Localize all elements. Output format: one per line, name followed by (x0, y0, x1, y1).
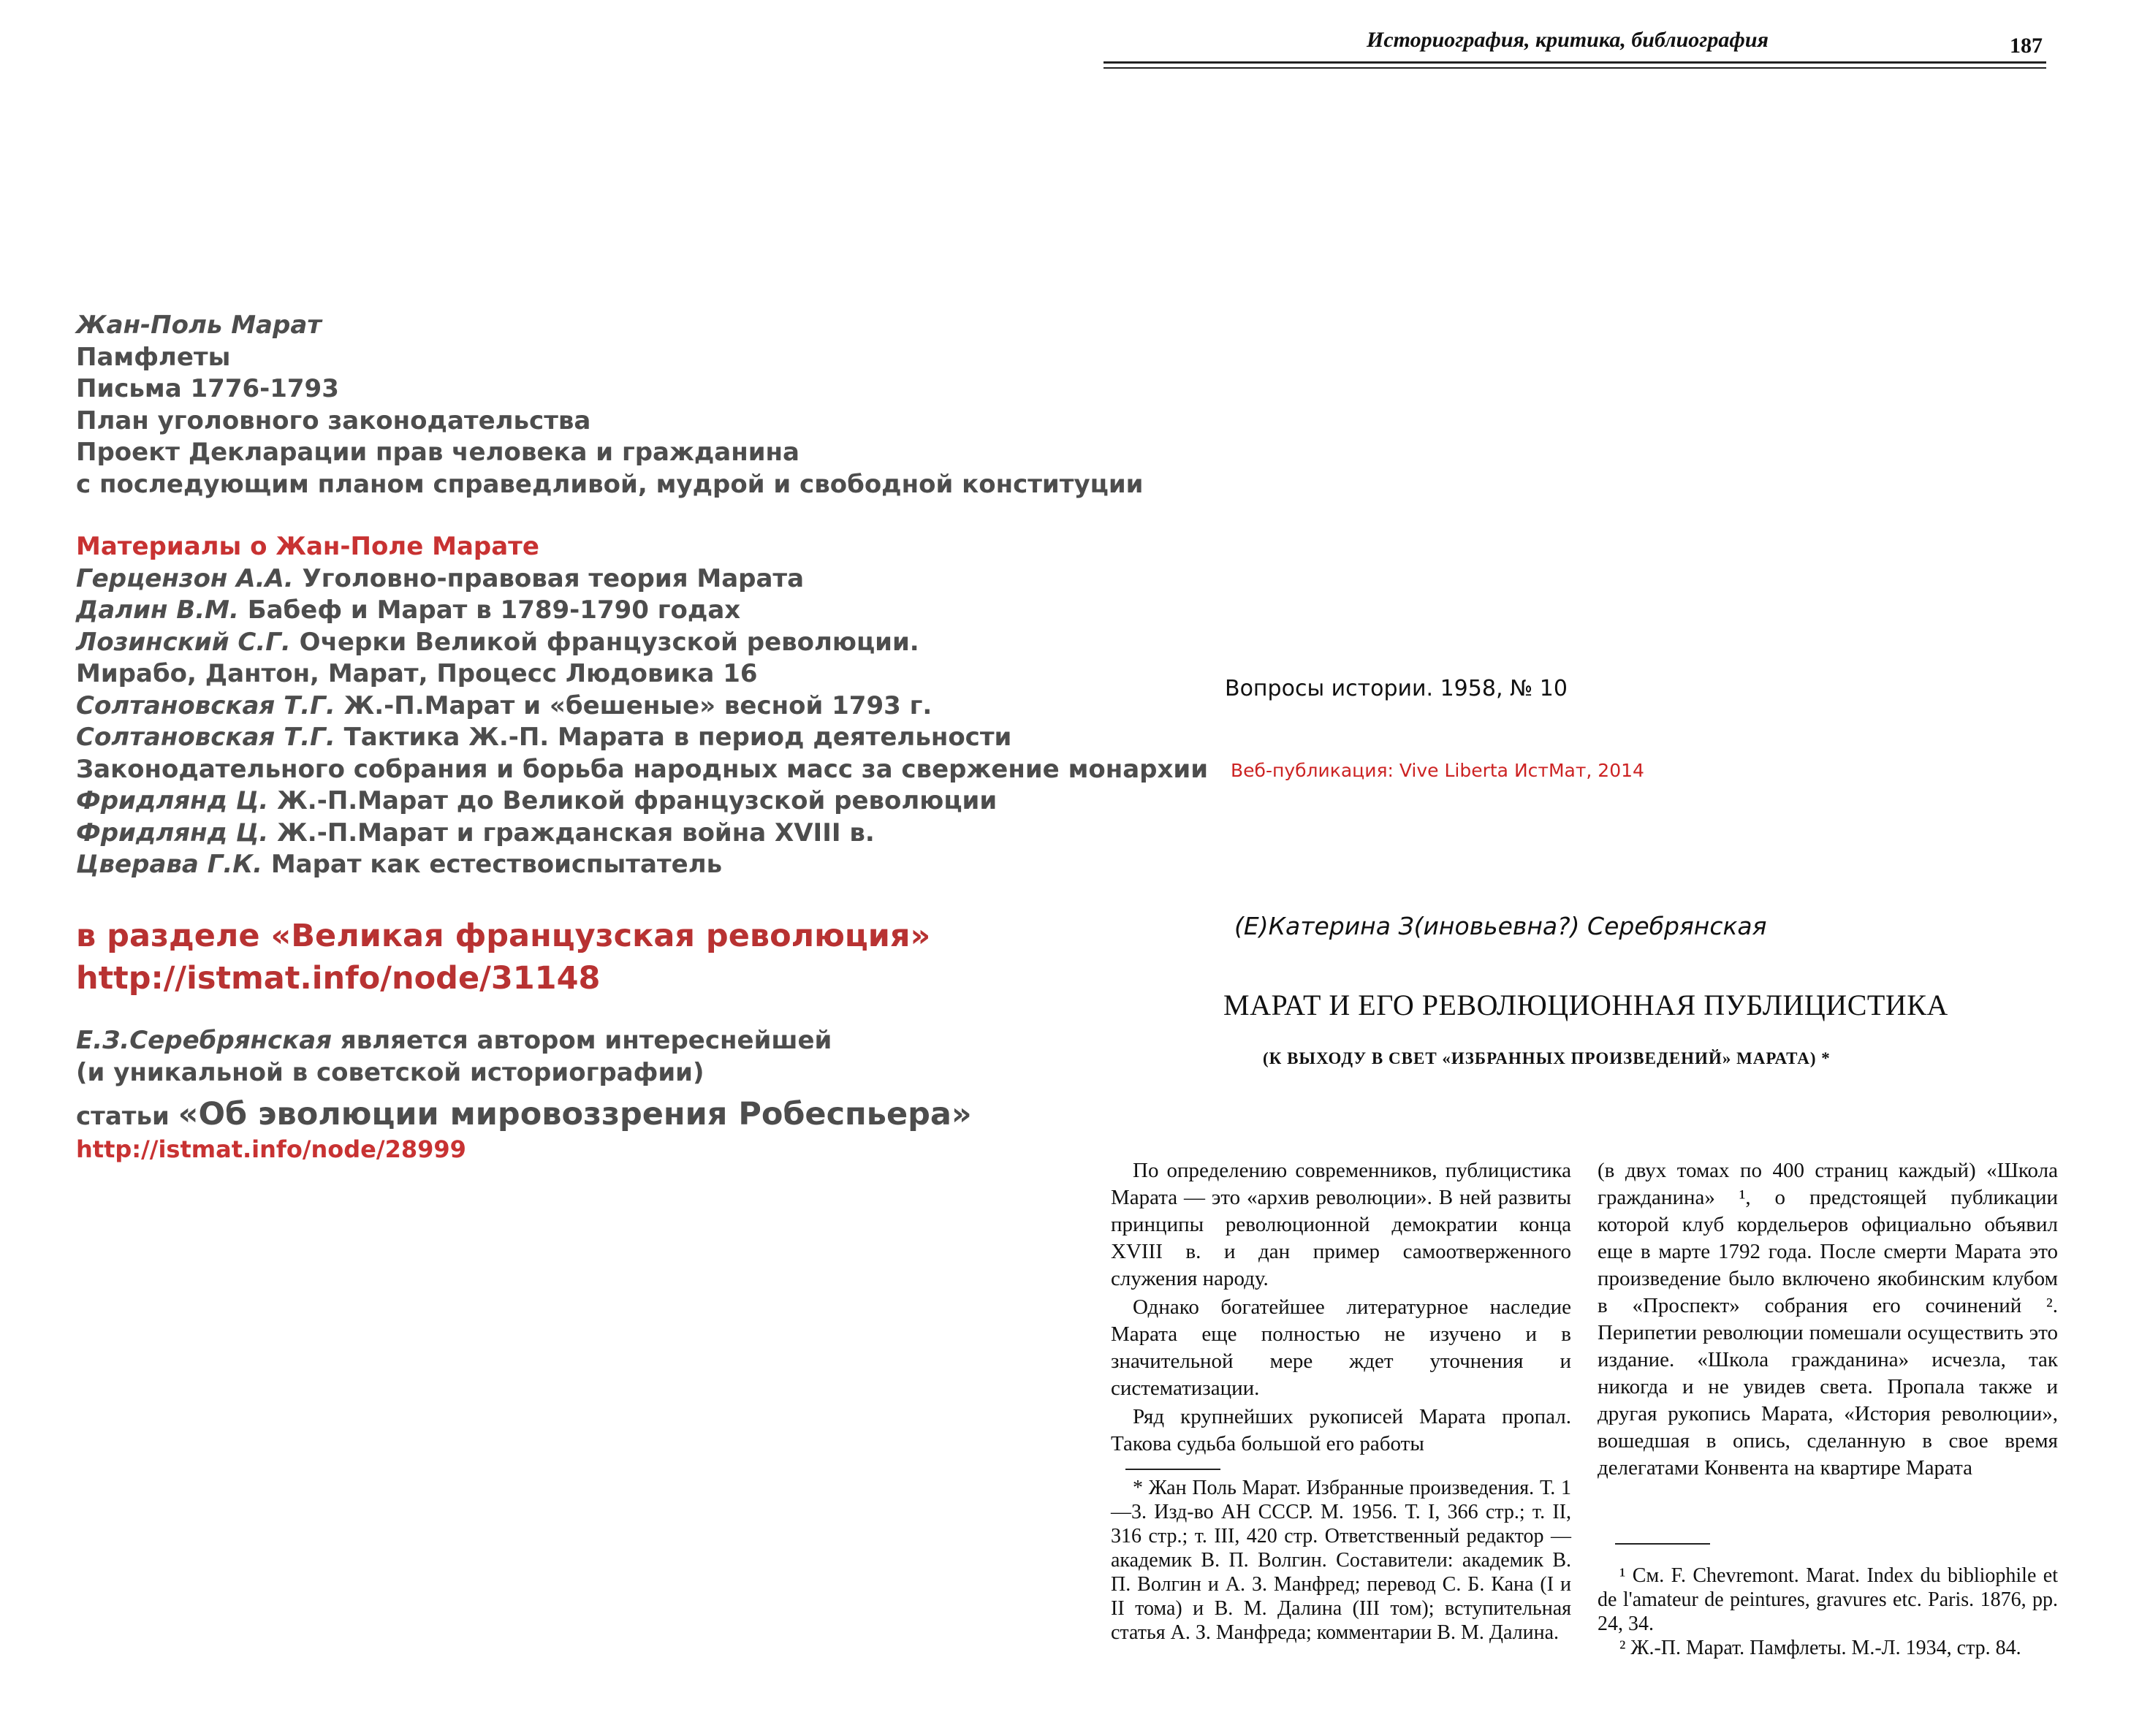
works-author: Жан-Поль Марат (76, 311, 322, 340)
materials-heading: Материалы о Жан-Поле Марате (76, 532, 539, 561)
material-item[interactable] (76, 785, 1208, 818)
header-rule (1104, 67, 2046, 69)
work-link-continued[interactable]: с последующим планом справедливой, мудрой и свободной конституции (76, 469, 1144, 499)
article-link[interactable]: http://istmat.info/node/28999 (76, 1135, 466, 1163)
footnote: * Жан Поль Марат. Избранные произведения. Т. 1—3. Изд-во АН СССР. М. 1956. Т. I, 366 стр.; т. II, 316 стр.; т. III, 420 стр. Ответственный редактор — академик В. П. Волгин. Составители: академик В. П. Волгин и А. З. Манфред; перевод С. Б. Кана (I и II тома) и В. М. Далина (III том); вступительная статья А. З. Манфреда; комментарии В. М. Далина. (1111, 1477, 1571, 1644)
material-title: Марат как естествоиспытатель (262, 850, 723, 879)
article-prefix: статьи (76, 1102, 178, 1131)
author-note-line2: (и уникальной в советской историографии) (76, 1058, 704, 1087)
journal-citation: Вопросы истории. 1958, № 10 (1225, 676, 1568, 701)
material-title: Ж.-П.Марат до Великой французской революции (268, 786, 998, 815)
material-item[interactable] (76, 690, 1208, 723)
material-title: Уголовно-правовая теория Марата (293, 563, 805, 593)
paragraph: Однако богатейшее литературное наследие Марата еще полностью не изучено и в значительной мере ждет уточнения и систематизации. (1111, 1295, 1571, 1400)
material-item[interactable] (76, 563, 1208, 595)
materials-list (76, 531, 1208, 881)
material-title: Тактика Ж.-П. Марата в период деятельности (335, 723, 1012, 752)
work-link[interactable]: Памфлеты (76, 342, 231, 372)
material-item[interactable] (76, 818, 1208, 850)
material-item[interactable] (76, 595, 1208, 627)
section-label[interactable]: в разделе «Великая французская революция» (76, 918, 931, 954)
work-link[interactable]: План уголовного законодательства (76, 406, 591, 435)
marat-works-list (76, 310, 1143, 500)
scanned-journal-page (1096, 0, 2131, 1736)
material-title: Мирабо, Дантон, Марат, Процесс Людовика 16 (76, 659, 758, 688)
material-item[interactable] (76, 849, 1208, 881)
material-item[interactable] (76, 627, 1208, 659)
work-link[interactable]: Письма 1776-1793 (76, 374, 339, 403)
material-item[interactable] (76, 722, 1208, 754)
section-link[interactable]: http://istmat.info/node/31148 (76, 960, 601, 997)
author-note-name: Е.З.Серебрянская (76, 1026, 333, 1055)
footnote: ¹ См. F. Chevremont. Marat. Index du bibliophile et de l'amateur de peintures, gravures etc. Paris. 1876, pp. 24, 34. (1598, 1564, 2058, 1635)
material-author: Далин В.М. (76, 595, 239, 625)
page-number: 187 (2010, 34, 2043, 58)
article-author: (Е)Катерина З(иновьевна?) Серебрянская (1234, 912, 1767, 940)
section-reference (76, 915, 930, 1000)
material-item[interactable] (76, 658, 1208, 690)
material-title: Бабеф и Марат в 1789-1790 годах (238, 595, 741, 625)
footnote-rule (1125, 1469, 1220, 1470)
material-author: Лозинский С.Г. (76, 627, 291, 657)
material-title: Законодательного собрания и борьба народных масс за свержение монархии (76, 754, 1209, 784)
material-title: Ж.-П.Марат и «бешеные» весной 1793 г. (335, 690, 932, 720)
paragraph: (в двух томах по 400 страниц каждый) «Школа гражданина» ¹, о предстоящей публикации которой клуб кордельеров официально объявил еще в марте 1792 года. После смерти Марата это произведение было включено якобинским клубом в «Проспект» собрания его сочинений ². Перипетии революции помешали осуществить это издание. «Школа гражданина» исчезла, так никогда и не увидев света. Пропала также и другая рукопись Марата, «История революции», вошедшая в опись, сделанную в свое время делегатами Конвента на квартире Марата (1598, 1159, 2058, 1480)
article-title: МАРАТ И ЕГО РЕВОЛЮЦИОННАЯ ПУБЛИЦИСТИКА (1223, 989, 1948, 1021)
material-author: Фридлянд Ц. (76, 818, 269, 848)
work-link[interactable]: Проект Декларации прав человека и гражданина (76, 438, 799, 467)
text-column-left (1111, 1157, 1571, 1458)
footnotes-right (1598, 1564, 2058, 1660)
material-author: Герцензон А.А. (76, 563, 294, 593)
running-head: Историография, критика, библиография (1367, 28, 1769, 52)
footnote: ² Ж.-П. Марат. Памфлеты. М.-Л. 1934, стр. 84. (1619, 1637, 2021, 1659)
author-note-text: является автором интереснейшей (332, 1026, 832, 1055)
material-author: Цверава Г.К. (76, 850, 262, 879)
paragraph: Ряд крупнейших рукописей Марата пропал. Такова судьба большой его работы (1111, 1405, 1571, 1455)
material-author: Солтановская Т.Г. (76, 690, 335, 720)
text-column-right (1598, 1157, 2058, 1482)
footnote-left (1111, 1476, 1571, 1645)
material-author: Фридлянд Ц. (76, 786, 269, 815)
header-rule (1104, 61, 2046, 64)
footnote-rule (1615, 1543, 1710, 1545)
web-publication-note: Веб-публикация: Vive Liberta ИстМат, 2014 (1231, 760, 1644, 781)
material-author: Солтановская Т.Г. (76, 723, 335, 752)
article-reference (76, 1096, 972, 1132)
material-title: Очерки Великой французской революции. (290, 627, 919, 657)
author-note (76, 1024, 832, 1089)
article-title-link[interactable]: «Об эволюции мировоззрения Робеспьера» (178, 1096, 972, 1132)
material-item[interactable] (76, 754, 1208, 786)
article-subtitle: (К ВЫХОДУ В СВЕТ «ИЗБРАННЫХ ПРОИЗВЕДЕНИЙ» МАРАТА) * (1263, 1049, 1831, 1067)
material-title: Ж.-П.Марат и гражданская война XVIII в. (268, 818, 875, 848)
paragraph: По определению современников, публицистика Марата — это «архив революции». В ней развиты принципы революционной демократии конца XVIII в. и дан пример самоотверженного служения народу. (1111, 1159, 1571, 1290)
